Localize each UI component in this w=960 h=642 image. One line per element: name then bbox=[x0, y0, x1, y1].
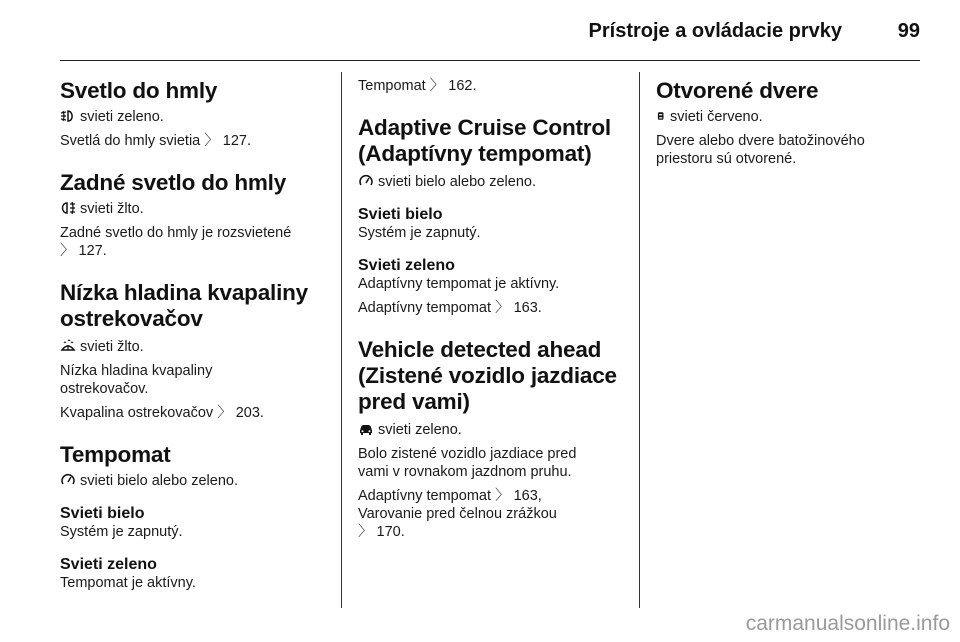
cruise-control-icon bbox=[60, 473, 76, 487]
rear-fog-status: svieti žlto. bbox=[60, 200, 332, 218]
acc-status: svieti bielo alebo zeleno. bbox=[358, 173, 630, 191]
header-rule bbox=[60, 60, 920, 61]
column-divider-1 bbox=[341, 72, 342, 608]
section-title-cruise: Tempomat bbox=[60, 442, 171, 467]
fog-light-status: svieti zeleno. bbox=[60, 108, 332, 126]
section-title-vehicle-ahead: Vehicle detected ahead (Zistené vozidlo jazdiace pred vami) bbox=[358, 337, 617, 414]
reference-arrow-icon: 〉 bbox=[358, 524, 373, 540]
fog-light-text: Svetlá do hmly svietia 〉 127. bbox=[60, 133, 252, 149]
column-divider-2 bbox=[639, 72, 640, 608]
acc-ref: Adaptívny tempomat 〉 163. bbox=[358, 300, 542, 316]
rear-fog-text: Zadné svetlo do hmly je rozsvietené 〉 127. bbox=[60, 225, 292, 259]
front-fog-light-icon bbox=[60, 109, 76, 123]
page-number: 99 bbox=[897, 20, 920, 42]
washer-fluid-text: Nízka hladina kvapaliny ostrekovačov. bbox=[60, 363, 213, 397]
door-open-status: svieti červeno. bbox=[656, 108, 920, 126]
adaptive-cruise-icon bbox=[358, 174, 374, 188]
vehicle-ahead-icon bbox=[358, 422, 374, 436]
subhead-white: Svieti bielo bbox=[60, 505, 145, 522]
column-3 bbox=[656, 72, 920, 168]
column-1 bbox=[60, 72, 332, 592]
reference-arrow-icon: 〉 bbox=[429, 78, 445, 94]
column-2 bbox=[358, 72, 630, 541]
section-title-door-open: Otvorené dvere bbox=[656, 78, 819, 103]
vehicle-ahead-status: svieti zeleno. bbox=[358, 421, 630, 439]
acc-subhead-green-text: Adaptívny tempomat je aktívny. bbox=[358, 276, 560, 292]
rear-fog-light-icon bbox=[60, 201, 76, 215]
subhead-green: Svieti zeleno bbox=[60, 556, 157, 573]
subhead-green-text: Tempomat je aktívny. bbox=[60, 575, 196, 591]
section-title-washer-fluid: Nízka hladina kvapaliny ostrekovačov bbox=[60, 280, 308, 331]
door-open-icon bbox=[656, 109, 666, 123]
reference-arrow-icon: 〉 bbox=[204, 133, 219, 149]
vehicle-ahead-ref: Adaptívny tempomat 〉 163, Varovanie pred čelnou zrážkou 〉 170. bbox=[358, 488, 557, 540]
vehicle-ahead-text: Bolo zistené vozidlo jazdiace pred vami v rovnakom jazdnom pruhu. bbox=[358, 446, 577, 480]
cruise-status: svieti bielo alebo zeleno. bbox=[60, 472, 332, 490]
section-title-fog-light: Svetlo do hmly bbox=[60, 78, 218, 103]
acc-subhead-white: Svieti bielo bbox=[358, 206, 443, 223]
chapter-title: Prístroje a ovládacie prvky bbox=[588, 20, 842, 42]
reference-arrow-icon: 〉 bbox=[495, 300, 510, 316]
acc-subhead-white-text: Systém je zapnutý. bbox=[358, 225, 481, 241]
section-title-rear-fog: Zadné svetlo do hmly bbox=[60, 170, 287, 195]
reference-arrow-icon: 〉 bbox=[217, 405, 232, 421]
reference-arrow-icon: 〉 bbox=[495, 488, 510, 504]
washer-fluid-icon bbox=[60, 339, 76, 353]
page-header bbox=[0, 14, 960, 54]
subhead-white-text: Systém je zapnutý. bbox=[60, 524, 183, 540]
reference-arrow-icon: 〉 bbox=[60, 243, 75, 259]
washer-fluid-status: svieti žlto. bbox=[60, 338, 332, 356]
watermark: carmanualsonline.info bbox=[745, 612, 950, 635]
cruise-ref: Tempomat 〉 162. bbox=[358, 78, 477, 94]
acc-subhead-green: Svieti zeleno bbox=[358, 257, 455, 274]
door-open-text: Dvere alebo dvere batožinového priestoru sú otvorené. bbox=[656, 133, 865, 167]
washer-fluid-ref: Kvapalina ostrekovačov 〉 203. bbox=[60, 405, 264, 421]
section-title-acc: Adaptive Cruise Control (Adaptívny tempomat) bbox=[358, 115, 611, 166]
